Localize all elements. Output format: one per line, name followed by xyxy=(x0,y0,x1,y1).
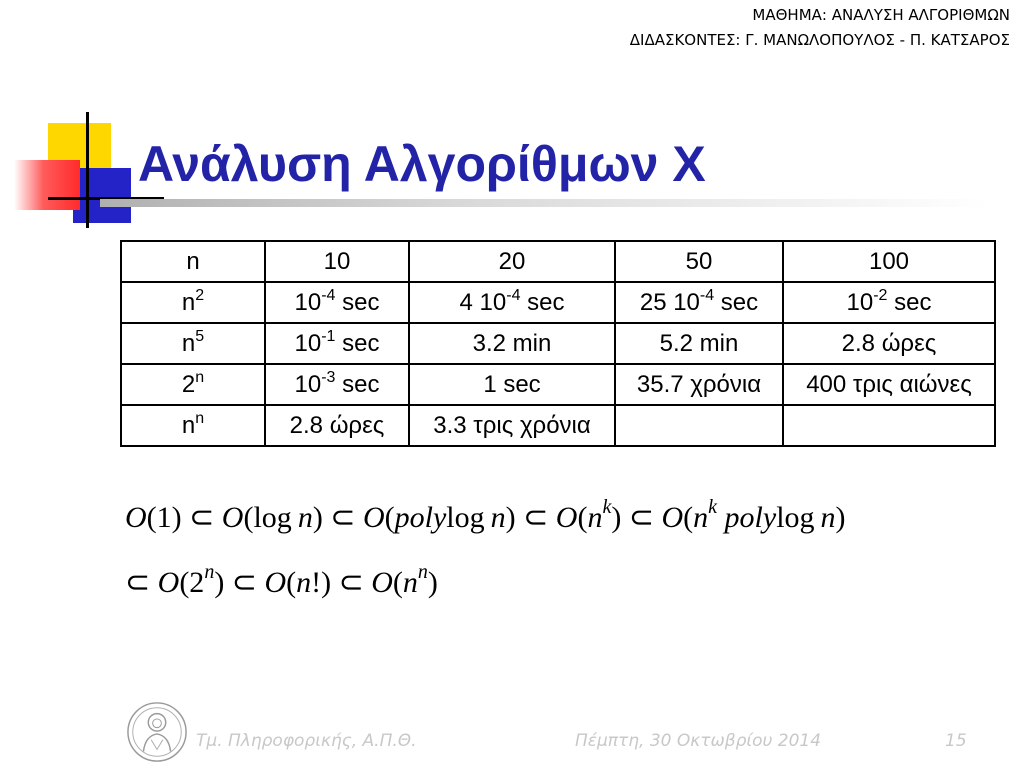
complexity-table xyxy=(120,240,996,447)
table-cell: 5.2 min xyxy=(615,323,783,364)
table-cell: $10^{-3}$ sec xyxy=(265,364,409,405)
teachers-header: ΔΙΔΑΣΚΟΝΤΕΣ: Γ. ΜΑΝΩΛΟΠΟΥΛΟΣ - Π. ΚΑΤΣΑΡΟΣ xyxy=(629,31,1010,49)
table-cell xyxy=(615,405,783,446)
table-cell: 2.8 ώρες xyxy=(783,323,995,364)
table-cell: 1 sec xyxy=(409,364,615,405)
table-cell: 2.8 ώρες xyxy=(265,405,409,446)
header-cell: 10 xyxy=(265,241,409,282)
table-cell: 25 $10^{-4}$ sec xyxy=(615,282,783,323)
table-row xyxy=(121,323,995,364)
header-cell: 50 xyxy=(615,241,783,282)
table-cell xyxy=(783,405,995,446)
table-cell: 400 τρις αιώνες xyxy=(783,364,995,405)
table-header-row xyxy=(121,241,995,282)
row-label: $n^5$ xyxy=(121,323,265,364)
table-cell: 35.7 χρόνια xyxy=(615,364,783,405)
slide-number: 15 xyxy=(945,731,967,751)
decor-vertical-line xyxy=(86,112,89,228)
table-row xyxy=(121,364,995,405)
course-header: ΜΑΘΗΜΑ: ΑΝΑΛΥΣΗ ΑΛΓΟΡΙΘΜΩΝ xyxy=(752,6,1010,24)
row-label: $n^n$ xyxy=(121,405,265,446)
table-cell: $10^{-4}$ sec xyxy=(265,282,409,323)
footer-department: Τμ. Πληροφορικής, Α.Π.Θ. xyxy=(196,731,417,751)
header-cell: 20 xyxy=(409,241,615,282)
row-label: 2$^n$ xyxy=(121,364,265,405)
row-label: $n^2$ xyxy=(121,282,265,323)
title-underline xyxy=(100,199,990,207)
header-cell: 100 xyxy=(783,241,995,282)
decor-red-square xyxy=(14,160,80,210)
complexity-formula-line1: O(1) ⊂ O(log n) ⊂ O(polylog n) ⊂ $O(n^k)$ ⊂ $O(n^k$ polylog n) xyxy=(125,496,846,534)
table-cell: 3.2 min xyxy=(409,323,615,364)
complexity-formula-line2: ⊂ O(2$^n$) ⊂ O(n!) ⊂ $O(n^n)$ xyxy=(125,561,438,599)
slide-title: Ανάλυση Αλγορίθμων Χ xyxy=(138,136,706,192)
university-seal-icon xyxy=(126,701,188,763)
footer-date: Πέμπτη, 30 Οκτωβρίου 2014 xyxy=(575,731,822,751)
table-row xyxy=(121,405,995,446)
decor-blue-square xyxy=(73,168,131,223)
table-cell: 3.3 τρις χρόνια xyxy=(409,405,615,446)
table-cell: 4 $10^{-4}$ sec xyxy=(409,282,615,323)
table-row xyxy=(121,282,995,323)
table-cell: $10^{-1}$ sec xyxy=(265,323,409,364)
header-cell: n xyxy=(121,241,265,282)
table-cell: $10^{-2}$ sec xyxy=(783,282,995,323)
